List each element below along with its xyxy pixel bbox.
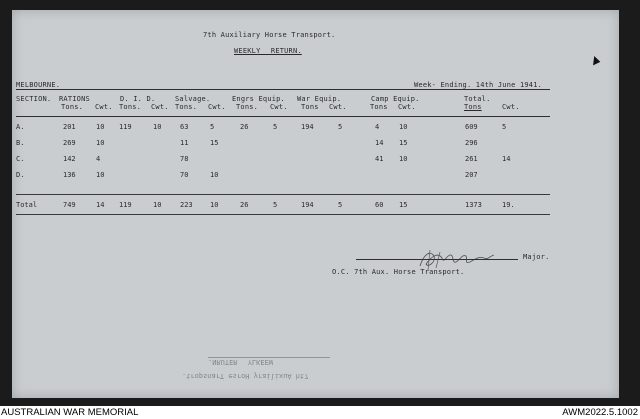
archive-id: AWM2022.5.1002 [562,407,638,418]
sub-salvage-cwt: Cwt. [208,103,226,111]
row-b-section: B. [16,139,25,147]
total-salvage-tons: 223 [180,201,193,209]
header-section: SECTION. [16,95,52,103]
header-engrs-equip: Engrs Equip. [232,95,285,103]
row-a-engrs-tons: 26 [240,123,249,131]
row-b-salvage-tons: 11 [180,139,189,147]
row-c-total-tons: 261 [465,155,478,163]
sub-war-cwt: Cwt. [329,103,347,111]
total-rations-cwt: 14 [96,201,105,209]
row-c-rations-tons: 142 [63,155,76,163]
row-b-rations-tons: 269 [63,139,76,147]
row-a-war-cwt: 5 [338,123,343,131]
row-a-salvage-tons: 63 [180,123,189,131]
total-did-cwt: 10 [153,201,162,209]
row-b-total-tons: 296 [465,139,478,147]
document-subtitle: WEEKLY RETURN. [234,47,302,55]
week-ending: Week- Ending. 14th June 1941. [414,81,543,89]
row-a-war-tons: 194 [301,123,314,131]
signature-line [356,259,518,260]
total-rations-tons: 749 [63,201,76,209]
totals-rule-top [16,194,550,195]
header-rule [16,89,550,90]
column-rule [16,116,550,117]
row-c-total-cwt: 14 [502,155,511,163]
row-a-camp-tons: 4 [375,123,380,131]
row-d-rations-cwt: 10 [96,171,105,179]
header-war-equip: War Equip. [297,95,342,103]
row-a-camp-cwt: 10 [399,123,408,131]
sub-total-cwt: Cwt. [502,103,520,111]
total-war-tons: 194 [301,201,314,209]
sub-engrs-tons: Tons. [236,103,259,111]
row-d-salvage-cwt: 10 [210,171,219,179]
row-c-rations-cwt: 4 [96,155,101,163]
row-a-did-tons: 119 [119,123,132,131]
row-c-camp-cwt: 10 [399,155,408,163]
row-d-total-tons: 207 [465,171,478,179]
sub-rations-cwt: Cwt. [95,103,113,111]
row-a-total-cwt: 5 [502,123,507,131]
total-engrs-cwt: 5 [273,201,278,209]
row-b-camp-tons: 14 [375,139,384,147]
row-c-camp-tons: 41 [375,155,384,163]
row-d-rations-tons: 136 [63,171,76,179]
total-salvage-cwt: 10 [210,201,219,209]
total-war-cwt: 5 [338,201,343,209]
bleed-through-title: 7th Auxiliary Horse Transport. [182,372,309,380]
sub-war-tons: Tons [301,103,319,111]
sub-camp-tons: Tons [370,103,388,111]
sub-rations-tons: Tons. [61,103,84,111]
row-c-section: C. [16,155,25,163]
header-total: Total. [464,95,491,103]
sub-total-tons: Tons [464,103,482,111]
header-salvage: Salvage. [175,95,211,103]
sub-did-tons: Tons. [119,103,142,111]
signature-caption: O.C. 7th Aux. Horse Transport. [332,268,465,276]
row-d-salvage-tons: 70 [180,171,189,179]
sub-engrs-cwt: Cwt. [270,103,288,111]
total-did-tons: 119 [119,201,132,209]
row-c-salvage-tons: 78 [180,155,189,163]
row-a-rations-tons: 201 [63,123,76,131]
total-total-cwt: 19. [502,201,515,209]
total-total-tons: 1373 [465,201,482,209]
header-rations: RATIONS [59,95,90,103]
header-did: D. I. D. [120,95,156,103]
row-a-rations-cwt: 10 [96,123,105,131]
document-page [12,10,619,398]
sub-did-cwt: Cwt. [151,103,169,111]
document-title: 7th Auxiliary Horse Transport. [203,31,336,39]
total-camp-cwt: 15 [399,201,408,209]
row-b-salvage-cwt: 15 [210,139,219,147]
row-a-did-cwt: 10 [153,123,162,131]
row-b-rations-cwt: 10 [96,139,105,147]
location: MELBOURNE. [16,81,61,89]
totals-rule-bottom [16,214,550,215]
row-a-engrs-cwt: 5 [273,123,278,131]
total-section: Total [16,201,38,209]
row-a-salvage-cwt: 5 [210,123,215,131]
bleed-through-subtitle: WEEKLY RETURN. [208,358,274,366]
archive-credit: AUSTRALIAN WAR MEMORIAL [1,407,139,418]
sub-camp-cwt: Cwt. [398,103,416,111]
row-d-section: D. [16,171,25,179]
row-a-section: A. [16,123,25,131]
total-engrs-tons: 26 [240,201,249,209]
row-a-total-tons: 609 [465,123,478,131]
header-camp-equip: Camp Equip. [371,95,420,103]
total-camp-tons: 60 [375,201,384,209]
signature-rank: Major. [523,253,550,261]
sub-salvage-tons: Tons. [175,103,198,111]
row-b-camp-cwt: 15 [399,139,408,147]
